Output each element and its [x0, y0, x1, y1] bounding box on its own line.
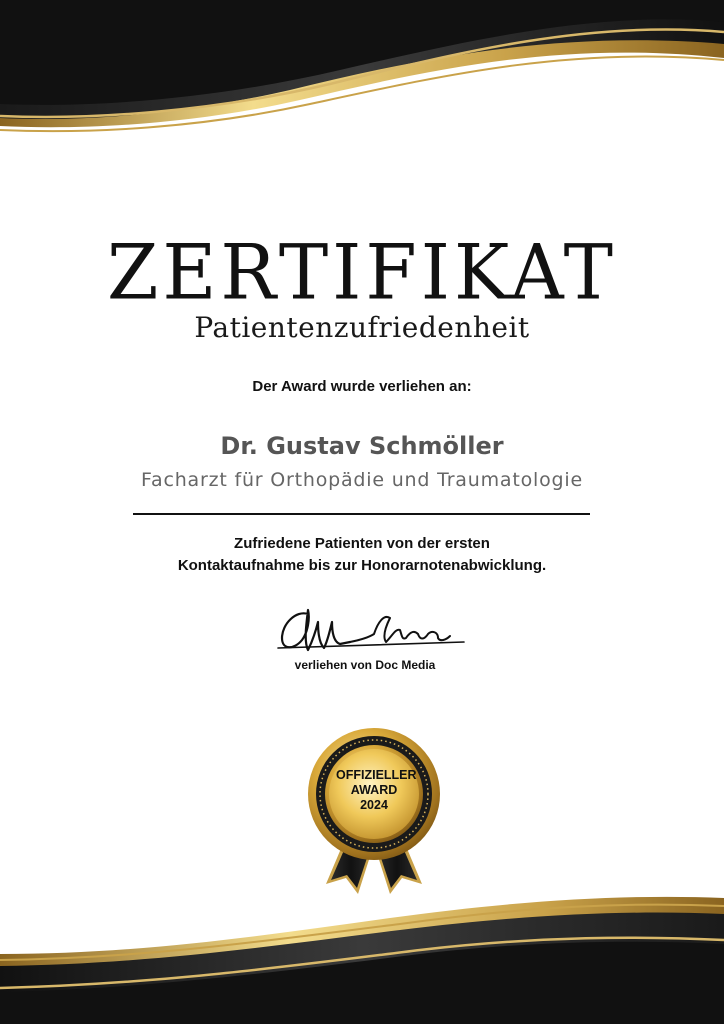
- divider-line: [133, 513, 590, 515]
- badge-line-2: AWARD: [350, 783, 398, 797]
- signature-caption: verliehen von Doc Media: [294, 658, 436, 672]
- description-line-1: Zufriedene Patienten von der ersten: [234, 535, 490, 552]
- awarded-to-label: Der Award wurde verliehen an:: [252, 378, 472, 395]
- certificate-subtitle: Patientenzufriedenheit: [194, 311, 530, 344]
- badge-line-3: 2024: [360, 798, 388, 812]
- bottom-decorative-swoosh: [0, 884, 724, 1024]
- badge-line-1: OFFIZIELLER: [336, 768, 417, 782]
- award-description: [0, 533, 724, 577]
- badge-text: [336, 768, 417, 813]
- description-line-2: Kontaktaufnahme bis zur Honorarnotenabwicklung.: [177, 557, 547, 574]
- signature-icon: [268, 596, 468, 660]
- recipient-title: Facharzt für Orthopädie und Traumatologie: [141, 469, 583, 491]
- certificate-title: ZERTIFIKAT: [106, 229, 618, 317]
- top-decorative-swoosh: [0, 0, 724, 140]
- recipient-name: Dr. Gustav Schmöller: [220, 432, 504, 460]
